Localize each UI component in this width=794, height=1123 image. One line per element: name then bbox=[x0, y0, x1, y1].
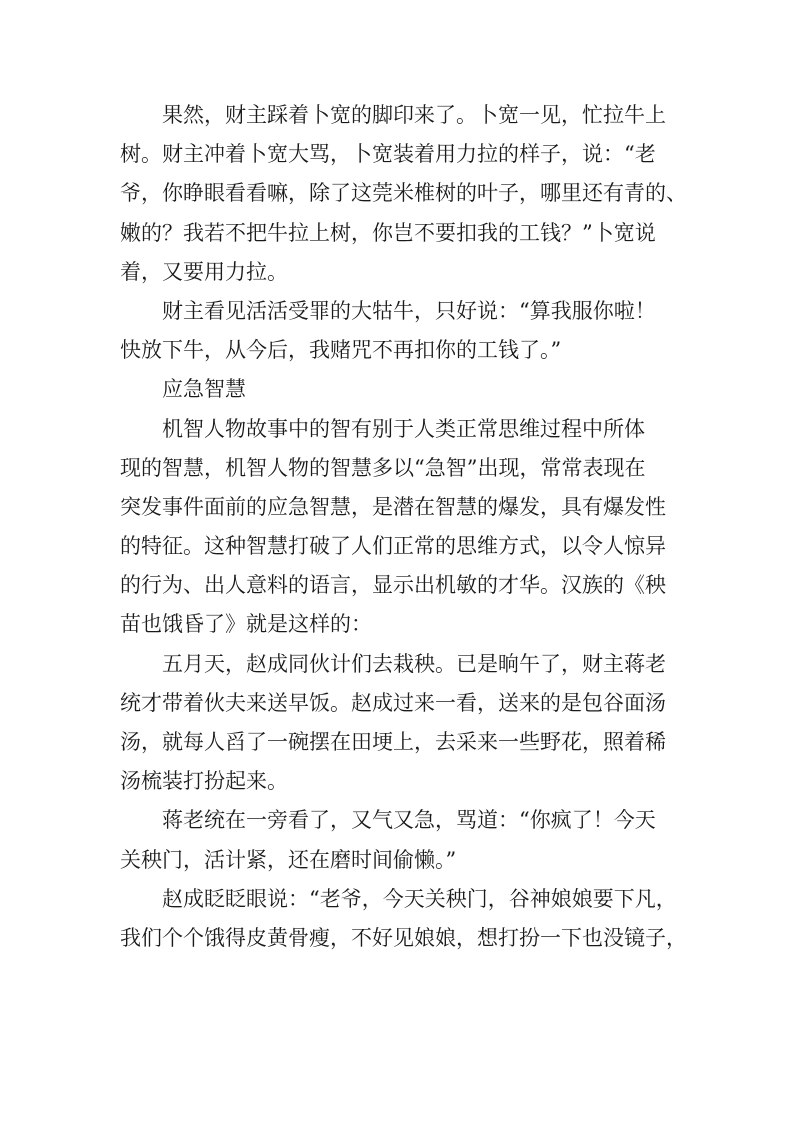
paragraph-line: 嫩的？我若不把牛拉上树，你岂不要扣我的工钱？”卜宽说 bbox=[120, 220, 656, 245]
paragraph-line: 着，又要用力拉。 bbox=[120, 259, 288, 284]
paragraph-line: 现的智慧，机智人物的智慧多以“急智”出现，常常表现在 bbox=[120, 455, 646, 480]
paragraph-line: 五月天，赵成同伙计们去栽秧。已是晌午了，财主蒋老 bbox=[162, 651, 666, 676]
paragraph-line: 蒋老统在一旁看了，又气又急，骂道：“你疯了！今天 bbox=[162, 808, 656, 833]
paragraph-line: 树。财主冲着卜宽大骂，卜宽装着用力拉的样子，说：“老 bbox=[120, 142, 656, 167]
paragraph-line: 财主看见活活受罪的大牯牛，只好说：“算我服你啦！ bbox=[162, 298, 656, 323]
paragraph-line: 快放下牛，从今后，我赌咒不再扣你的工钱了。” bbox=[120, 338, 562, 363]
paragraph-line: 的特征。这种智慧打破了人们正常的思维方式，以令人惊异 bbox=[120, 534, 666, 559]
paragraph-line: 果然，财主踩着卜宽的脚印来了。卜宽一见，忙拉牛上 bbox=[162, 103, 666, 127]
paragraph-line: 爷，你睁眼看看嘛，除了这莞米椎树的叶子，哪里还有青的、 bbox=[120, 181, 687, 206]
paragraph-line: 汤梳装打扮起来。 bbox=[120, 769, 288, 794]
paragraph-line: 关秧门，活计紧，还在磨时间偷懒。” bbox=[120, 847, 457, 872]
paragraph-line: 的行为、出人意料的语言，显示出机敏的才华。汉族的《秧 bbox=[120, 573, 666, 598]
section-heading: 应急智慧 bbox=[162, 377, 246, 402]
paragraph-line: 我们个个饿得皮黄骨瘦，不好见娘娘，想打扮一下也没镜子， bbox=[120, 925, 687, 950]
paragraph-line: 统才带着伙夫来送早饭。赵成过来一看，送来的是包谷面汤 bbox=[120, 690, 666, 715]
paragraph-line: 汤，就每人舀了一碗摆在田埂上，去采来一些野花，照着稀 bbox=[120, 730, 666, 754]
paragraph-line: 突发事件面前的应急智慧，是潜在智慧的爆发，具有爆发性 bbox=[120, 494, 666, 519]
paragraph-line: 苗也饿昏了》就是这样的： bbox=[120, 612, 372, 637]
paragraph-line: 机智人物故事中的智有别于人类正常思维过程中所体 bbox=[162, 416, 645, 441]
paragraph-line: 赵成眨眨眼说：“老爷，今天关秧门，谷神娘娘要下凡， bbox=[162, 886, 677, 911]
body-text bbox=[120, 96, 687, 958]
